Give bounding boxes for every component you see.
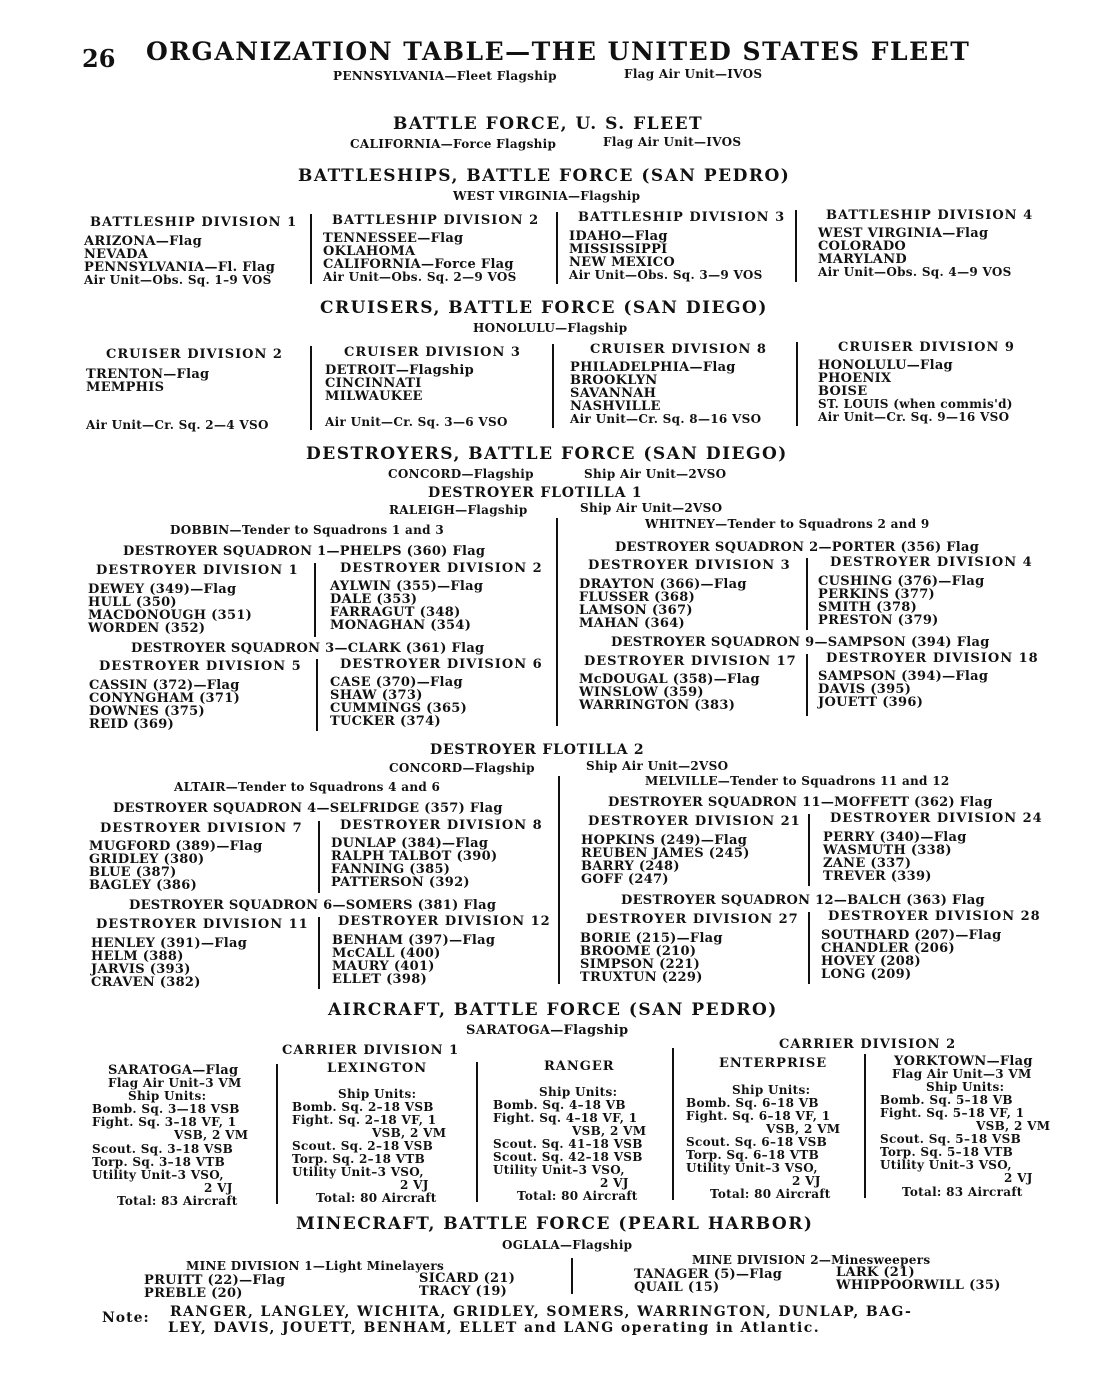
ship-line: GRIDLEY (380): [89, 852, 205, 867]
battle-force-flagship: CALIFORNIA—Force Flagship: [350, 137, 557, 151]
division-header: DESTROYER DIVISION 28: [828, 909, 1041, 924]
ship-line: BOISE: [818, 384, 868, 399]
ship-line: IDAHO—Flag: [569, 229, 668, 244]
ship-line: MISSISSIPPI: [569, 242, 668, 257]
carrier-line: Flag Air Unit—3 VM: [892, 1067, 1032, 1081]
ship-line: DUNLAP (384)—Flag: [331, 836, 489, 851]
ship-line: MACDONOUGH (351): [88, 608, 253, 623]
ship-line: BARRY (248): [581, 859, 680, 874]
ship-line: CASSIN (372)—Flag: [89, 678, 240, 693]
carrier-line: Ship Units:: [539, 1085, 618, 1099]
air-unit-line: Air Unit—Obs. Sq. 4—9 VOS: [818, 265, 1012, 279]
air-unit-line: Air Unit—Obs. Sq. 1–9 VOS: [84, 273, 272, 287]
ship-line: ZANE (337): [823, 856, 912, 871]
division-header: BATTLESHIP DIVISION 3: [578, 210, 786, 225]
ship-line: TUCKER (374): [330, 714, 441, 729]
carrier-line: 2 VJ: [204, 1181, 233, 1195]
ship-line: FARRAGUT (348): [330, 605, 461, 620]
ship-line: LAMSON (367): [579, 603, 693, 618]
carrier-name: LEXINGTON: [327, 1061, 428, 1076]
battle-force-title: BATTLE FORCE, U. S. FLEET: [393, 114, 704, 134]
division-header: DESTROYER DIVISION 24: [830, 811, 1043, 826]
tender-melville: MELVILLE—Tender to Squadrons 11 and 12: [645, 774, 950, 788]
flotilla-1-air-unit: Ship Air Unit—2VSO: [580, 501, 723, 515]
division-header: CRUISER DIVISION 8: [590, 342, 767, 357]
ship-line: MAHAN (364): [579, 616, 685, 631]
carrier-name: RANGER: [544, 1059, 615, 1074]
ship-line: LARK (21): [836, 1265, 915, 1280]
carrier-line: 2 VJ: [400, 1178, 429, 1192]
ship-line: OKLAHOMA: [323, 244, 416, 259]
division-header: CRUISER DIVISION 2: [106, 347, 283, 362]
note-line-2: LEY, DAVIS, JOUETT, BENHAM, ELLET and LANG operating in Atlantic.: [168, 1320, 820, 1336]
ship-line: PERKINS (377): [818, 587, 936, 602]
ship-line: SICARD (21): [419, 1271, 516, 1286]
ship-line: REUBEN JAMES (245): [581, 846, 750, 861]
squadron-12: DESTROYER SQUADRON 12—BALCH (363) Flag: [621, 893, 985, 908]
ship-line: PHOENIX: [818, 371, 892, 386]
air-unit-line: Air Unit—Cr. Sq. 2—4 VSO: [86, 418, 269, 432]
fleet-air-unit: Flag Air Unit—IVOS: [624, 67, 763, 81]
ship-line: CUMMINGS (365): [330, 701, 468, 716]
ship-line: WARRINGTON (383): [579, 698, 736, 713]
division-header: DESTROYER DIVISION 27: [586, 912, 799, 927]
flotilla-2-title: DESTROYER FLOTILLA 2: [430, 742, 645, 758]
tender-whitney: WHITNEY—Tender to Squadrons 2 and 9: [645, 517, 930, 531]
carrier-line: Torp. Sq. 3–18 VTB: [92, 1155, 226, 1169]
ship-line: PHILADELPHIA—Flag: [570, 360, 736, 375]
ship-line: CINCINNATI: [325, 376, 422, 391]
division-header: CRUISER DIVISION 3: [344, 345, 521, 360]
ship-line: CONYNGHAM (371): [89, 691, 241, 706]
division-header: DESTROYER DIVISION 4: [830, 555, 1033, 570]
ship-line: FANNING (385): [331, 862, 451, 877]
carrier-line: 2 VJ: [1004, 1171, 1033, 1185]
ship-line: WORDEN (352): [88, 621, 206, 636]
carrier-line: Torp. Sq. 6–18 VTB: [686, 1148, 820, 1162]
fleet-flagship: PENNSYLVANIA—Fleet Flagship: [333, 69, 557, 83]
ship-line: WEST VIRGINIA—Flag: [818, 226, 989, 241]
carrier-total: Total: 83 Aircraft: [117, 1194, 238, 1208]
ship-line: ELLET (398): [332, 972, 428, 987]
division-header: DESTROYER DIVISION 8: [340, 818, 543, 833]
carrier-line: VSB, 2 VM: [572, 1124, 647, 1138]
battle-force-air-unit: Flag Air Unit—IVOS: [603, 135, 742, 149]
carrier-line: Torp. Sq. 5–18 VTB: [880, 1145, 1014, 1159]
ship-line: McDOUGAL (358)—Flag: [579, 672, 760, 687]
carrier-line: Utility Unit–3 VSO,: [92, 1168, 224, 1182]
aircraft-title: AIRCRAFT, BATTLE FORCE (SAN PEDRO): [328, 1000, 778, 1020]
carrier-line: YORKTOWN—Flag: [894, 1054, 1033, 1069]
ship-line: BAGLEY (386): [89, 878, 198, 893]
ship-line: BORIE (215)—Flag: [580, 931, 723, 946]
ship-line: SHAW (373): [330, 688, 423, 703]
air-unit-line: Air Unit—Cr. Sq. 3—6 VSO: [325, 415, 508, 429]
ship-line: PRESTON (379): [818, 613, 939, 628]
battleships-title: BATTLESHIPS, BATTLE FORCE (SAN PEDRO): [298, 166, 791, 186]
carrier-line: Ship Units:: [128, 1089, 207, 1103]
ship-line: HENLEY (391)—Flag: [91, 936, 248, 951]
ship-line: CRAVEN (382): [91, 975, 201, 990]
ship-line: McCALL (400): [332, 946, 441, 961]
ship-line: CUSHING (376)—Flag: [818, 574, 985, 589]
ship-line: DALE (353): [330, 592, 418, 607]
squadron-3: DESTROYER SQUADRON 3—CLARK (361) Flag: [131, 641, 485, 656]
tender-altair: ALTAIR—Tender to Squadrons 4 and 6: [174, 780, 441, 794]
ship-line: REID (369): [89, 717, 175, 732]
page-title: ORGANIZATION TABLE—THE UNITED STATES FLEET: [146, 37, 971, 66]
carrier-total: Total: 83 Aircraft: [902, 1185, 1023, 1199]
carrier-line: Flag Air Unit–3 VM: [108, 1076, 242, 1090]
air-unit-line: Air Unit—Cr. Sq. 8—16 VSO: [570, 412, 762, 426]
carrier-line: Bomb. Sq. 2–18 VSB: [292, 1100, 434, 1114]
ship-line: NEVADA: [84, 247, 149, 262]
carrier-total: Total: 80 Aircraft: [316, 1191, 437, 1205]
carrier-division-2: CARRIER DIVISION 2: [779, 1037, 957, 1052]
ship-line: TRACY (19): [419, 1284, 508, 1299]
carrier-line: VSB, 2 VM: [976, 1119, 1051, 1133]
note-label: Note:: [102, 1310, 150, 1326]
ship-line: MUGFORD (389)—Flag: [89, 839, 263, 854]
ship-line: SAVANNAH: [570, 386, 657, 401]
carrier-line: Bomb. Sq. 6–18 VB: [686, 1096, 819, 1110]
carrier-line: Fight. Sq. 4–18 VF, 1: [493, 1111, 638, 1125]
carrier-line: Bomb. Sq. 4–18 VB: [493, 1098, 626, 1112]
ship-line: WHIPPOORWILL (35): [836, 1278, 1001, 1293]
page-number: 26: [82, 44, 116, 73]
squadron-6: DESTROYER SQUADRON 6—SOMERS (381) Flag: [129, 898, 497, 913]
ship-line: MONAGHAN (354): [330, 618, 472, 633]
ship-line: TENNESSEE—Flag: [323, 231, 464, 246]
cruisers-flagship: HONOLULU—Flagship: [473, 321, 628, 335]
carrier-line: Scout. Sq. 5–18 VSB: [880, 1132, 1022, 1146]
division-header: DESTROYER DIVISION 12: [338, 914, 551, 929]
ship-line: ST. LOUIS (when commis'd): [818, 397, 1013, 411]
carrier-division-1: CARRIER DIVISION 1: [282, 1043, 460, 1058]
ship-line: PRUITT (22)—Flag: [144, 1273, 286, 1288]
division-header: DESTROYER DIVISION 18: [826, 651, 1039, 666]
ship-line: BROOKLYN: [570, 373, 658, 388]
tender-dobbin: DOBBIN—Tender to Squadrons 1 and 3: [170, 523, 444, 537]
carrier-line: Scout. Sq. 42–18 VSB: [493, 1150, 643, 1164]
ship-line: CALIFORNIA—Force Flag: [323, 257, 514, 272]
carrier-line: Bomb. Sq. 5–18 VB: [880, 1093, 1013, 1107]
division-header: DESTROYER DIVISION 11: [96, 917, 309, 932]
division-header: CRUISER DIVISION 9: [838, 340, 1015, 355]
ship-line: HOVEY (208): [821, 954, 921, 969]
carrier-line: Scout. Sq. 3–18 VSB: [92, 1142, 234, 1156]
division-header: DESTROYER DIVISION 21: [588, 814, 801, 829]
division-header: DESTROYER DIVISION 3: [588, 558, 791, 573]
flotilla-2-flagship: CONCORD—Flagship: [389, 761, 535, 775]
ship-line: TREVER (339): [823, 869, 932, 884]
ship-line: MEMPHIS: [86, 380, 165, 395]
ship-line: SIMPSON (221): [580, 957, 701, 972]
carrier-line: Utility Unit–3 VSO,: [292, 1165, 424, 1179]
minecraft-flagship: OGLALA—Flagship: [502, 1238, 633, 1252]
ship-line: RALPH TALBOT (390): [331, 849, 498, 864]
battleships-flagship: WEST VIRGINIA—Flagship: [453, 189, 641, 203]
ship-line: AYLWIN (355)—Flag: [330, 579, 484, 594]
ship-line: JOUETT (396): [818, 695, 924, 710]
ship-line: FLUSSER (368): [579, 590, 696, 605]
ship-line: CHANDLER (206): [821, 941, 955, 956]
ship-line: NASHVILLE: [570, 399, 661, 414]
air-unit-line: Air Unit—Obs. Sq. 3—9 VOS: [569, 268, 763, 282]
ship-line: TANAGER (5)—Flag: [634, 1267, 783, 1282]
carrier-line: SARATOGA—Flag: [108, 1063, 239, 1078]
carrier-line: Fight. Sq. 2–18 VF, 1: [292, 1113, 437, 1127]
squadron-4: DESTROYER SQUADRON 4—SELFRIDGE (357) Flag: [113, 801, 503, 816]
squadron-2: DESTROYER SQUADRON 2—PORTER (356) Flag: [615, 540, 980, 555]
division-header: DESTROYER DIVISION 7: [100, 821, 303, 836]
cruisers-title: CRUISERS, BATTLE FORCE (SAN DIEGO): [320, 298, 768, 318]
ship-line: PERRY (340)—Flag: [823, 830, 967, 845]
ship-line: PATTERSON (392): [331, 875, 470, 890]
ship-line: LONG (209): [821, 967, 912, 982]
ship-line: DAVIS (395): [818, 682, 912, 697]
ship-line: BENHAM (397)—Flag: [332, 933, 496, 948]
air-unit-line: Air Unit—Obs. Sq. 2—9 VOS: [323, 270, 517, 284]
division-header: DESTROYER DIVISION 6: [340, 657, 543, 672]
division-header: BATTLESHIP DIVISION 1: [90, 215, 298, 230]
destroyers-title: DESTROYERS, BATTLE FORCE (SAN DIEGO): [306, 444, 788, 464]
carrier-name: ENTERPRISE: [719, 1056, 828, 1071]
division-header: DESTROYER DIVISION 2: [340, 561, 543, 576]
carrier-line: Bomb. Sq. 3—18 VSB: [92, 1102, 240, 1116]
ship-line: WASMUTH (338): [823, 843, 952, 858]
carrier-line: VSB, 2 VM: [766, 1122, 841, 1136]
ship-line: GOFF (247): [581, 872, 669, 887]
carrier-line: Ship Units:: [926, 1080, 1005, 1094]
mine-division-2: MINE DIVISION 2—Minesweepers: [692, 1253, 931, 1267]
flotilla-1-flagship: RALEIGH—Flagship: [389, 503, 528, 517]
carrier-line: Ship Units:: [732, 1083, 811, 1097]
squadron-11: DESTROYER SQUADRON 11—MOFFETT (362) Flag: [608, 795, 993, 810]
ship-line: HELM (388): [91, 949, 184, 964]
ship-line: MAURY (401): [332, 959, 435, 974]
destroyers-air-unit: Ship Air Unit—2VSO: [584, 467, 727, 481]
ship-line: SOUTHARD (207)—Flag: [821, 928, 1002, 943]
ship-line: BLUE (387): [89, 865, 177, 880]
division-header: BATTLESHIP DIVISION 4: [826, 208, 1034, 223]
squadron-1: DESTROYER SQUADRON 1—PHELPS (360) Flag: [123, 544, 486, 559]
flotilla-2-air-unit: Ship Air Unit—2VSO: [586, 759, 729, 773]
aircraft-flagship: SARATOGA—Flagship: [466, 1023, 629, 1038]
carrier-line: Ship Units:: [338, 1087, 417, 1101]
carrier-line: Utility Unit–3 VSO,: [493, 1163, 625, 1177]
carrier-line: VSB, 2 VM: [174, 1128, 249, 1142]
ship-line: QUAIL (15): [634, 1280, 720, 1295]
carrier-line: Utility Unit–3 VSO,: [686, 1161, 818, 1175]
ship-line: DETROIT—Flagship: [325, 363, 475, 378]
ship-line: MILWAUKEE: [325, 389, 423, 404]
ship-line: ARIZONA—Flag: [84, 234, 203, 249]
ship-line: TRENTON—Flag: [86, 367, 210, 382]
flotilla-1-title: DESTROYER FLOTILLA 1: [428, 485, 643, 501]
carrier-line: 2 VJ: [792, 1174, 821, 1188]
division-header: DESTROYER DIVISION 1: [96, 563, 299, 578]
carrier-line: Scout. Sq. 2–18 VSB: [292, 1139, 434, 1153]
ship-line: DRAYTON (366)—Flag: [579, 577, 747, 592]
ship-line: HOPKINS (249)—Flag: [581, 833, 748, 848]
ship-line: SAMPSON (394)—Flag: [818, 669, 989, 684]
squadron-9: DESTROYER SQUADRON 9—SAMPSON (394) Flag: [611, 635, 990, 650]
air-unit-line: Air Unit—Cr. Sq. 9—16 VSO: [818, 410, 1010, 424]
division-header: DESTROYER DIVISION 17: [584, 654, 797, 669]
carrier-total: Total: 80 Aircraft: [710, 1187, 831, 1201]
carrier-line: Fight. Sq. 5–18 VF, 1: [880, 1106, 1025, 1120]
ship-line: BROOME (210): [580, 944, 697, 959]
ship-line: DOWNES (375): [89, 704, 205, 719]
note-line-1: RANGER, LANGLEY, WICHITA, GRIDLEY, SOMERS, WARRINGTON, DUNLAP, BAG-: [170, 1304, 913, 1320]
carrier-line: 2 VJ: [600, 1176, 629, 1190]
destroyers-flagship: CONCORD—Flagship: [388, 467, 534, 481]
division-header: BATTLESHIP DIVISION 2: [332, 213, 540, 228]
carrier-line: Scout. Sq. 41–18 VSB: [493, 1137, 643, 1151]
division-header: DESTROYER DIVISION 5: [99, 659, 302, 674]
ship-line: SMITH (378): [818, 600, 918, 615]
carrier-line: VSB, 2 VM: [372, 1126, 447, 1140]
ship-line: COLORADO: [818, 239, 907, 254]
carrier-line: Fight. Sq. 3–18 VF, 1: [92, 1115, 237, 1129]
ship-line: PENNSYLVANIA—Fl. Flag: [84, 260, 276, 275]
ship-line: JARVIS (393): [91, 962, 191, 977]
carrier-line: Torp. Sq. 2–18 VTB: [292, 1152, 426, 1166]
ship-line: WINSLOW (359): [579, 685, 704, 700]
ship-line: HONOLULU—Flag: [818, 358, 953, 373]
ship-line: PREBLE (20): [144, 1286, 243, 1301]
carrier-line: Fight. Sq. 6–18 VF, 1: [686, 1109, 831, 1123]
carrier-total: Total: 80 Aircraft: [517, 1189, 638, 1203]
ship-line: CASE (370)—Flag: [330, 675, 463, 690]
ship-line: HULL (350): [88, 595, 177, 610]
mine-division-1: MINE DIVISION 1—Light Minelayers: [186, 1259, 445, 1273]
ship-line: NEW MEXICO: [569, 255, 676, 270]
carrier-line: Scout. Sq. 6–18 VSB: [686, 1135, 828, 1149]
ship-line: DEWEY (349)—Flag: [88, 582, 237, 597]
ship-line: MARYLAND: [818, 252, 907, 267]
ship-line: TRUXTUN (229): [580, 970, 703, 985]
carrier-line: Utility Unit–3 VSO,: [880, 1158, 1012, 1172]
minecraft-title: MINECRAFT, BATTLE FORCE (PEARL HARBOR): [296, 1214, 814, 1234]
